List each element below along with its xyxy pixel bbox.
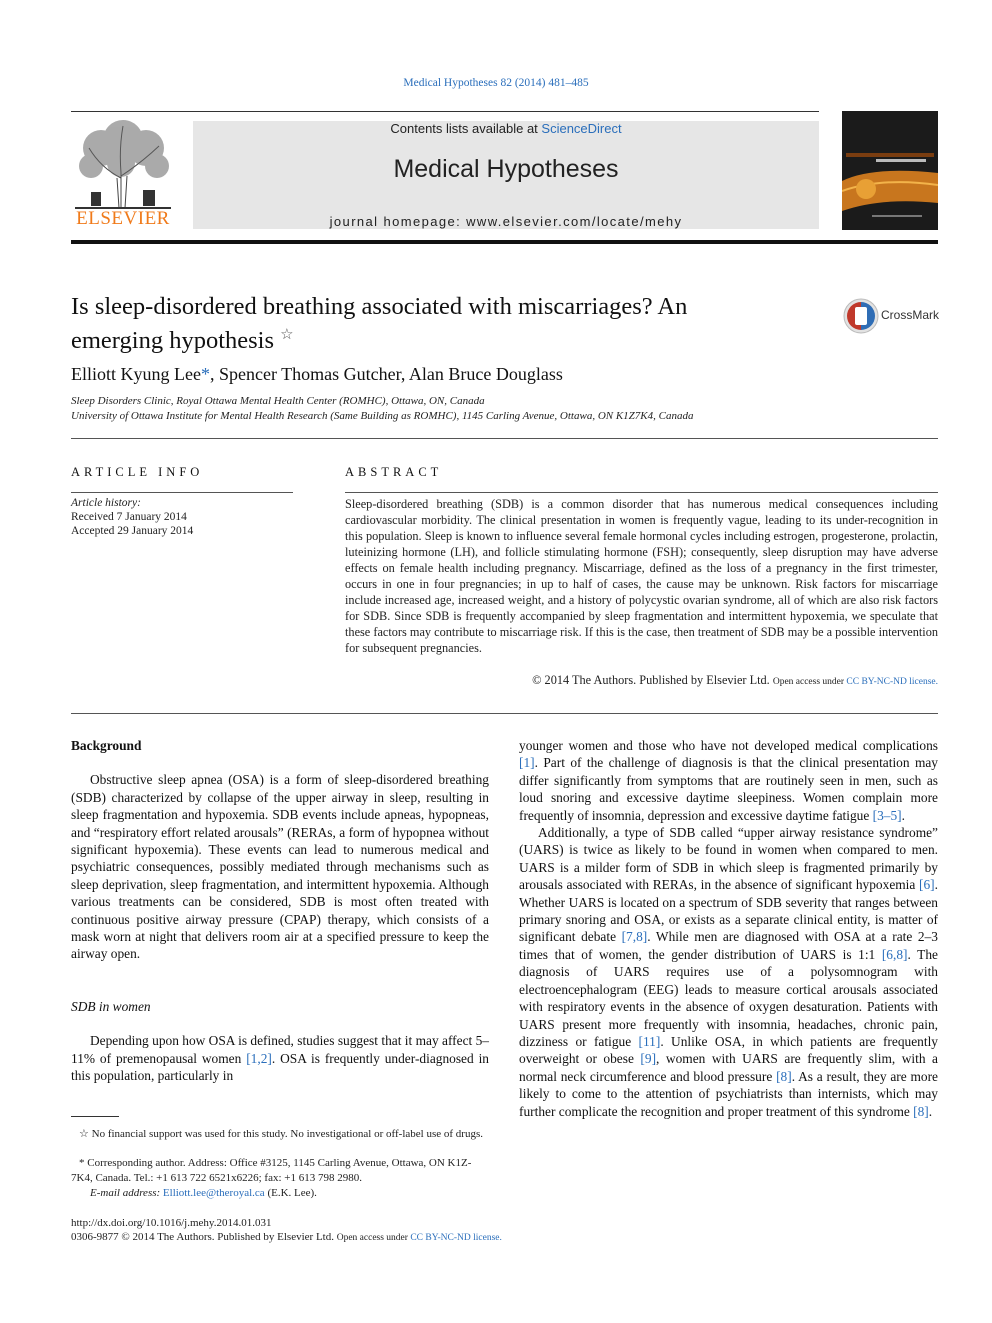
abstract-copyright-line <box>532 673 938 688</box>
right-p2-text-c: . While men are diagnosed with OSA at a rate 2–3 times that of women, the gender distribution of UARS is 1:1 <box>519 929 938 962</box>
article-title-line-1: Is sleep-disordered breathing associated with miscarriages? An <box>71 293 688 320</box>
ref-link-8b[interactable]: [8] <box>913 1103 929 1119</box>
abstract-open-access: Open access under <box>772 677 847 687</box>
doi-link[interactable]: http://dx.doi.org/10.1016/j.mehy.2014.01.031 <box>71 1217 272 1229</box>
header-divider <box>71 111 819 112</box>
article-info-heading: ARTICLE INFO <box>71 465 204 479</box>
footnote-correspondence-mark: * <box>79 1157 85 1169</box>
other-authors: , Spencer Thomas Gutcher, Alan Bruce Douglass <box>209 364 563 384</box>
background-heading: Background <box>71 738 142 753</box>
ref-link-6[interactable]: [6] <box>919 877 935 893</box>
sciencedirect-link[interactable]: ScienceDirect <box>541 121 622 136</box>
right-p2-text-h: . <box>928 1103 933 1119</box>
abstract-bottom-divider <box>71 713 938 714</box>
affiliation-1: Sleep Disorders Clinic, Royal Ottawa Mental Health Center (ROMHC), Ottawa, ON, Canada <box>71 395 485 407</box>
author-lee: Elliott Kyung Lee <box>71 364 201 384</box>
footnote-correspondence <box>71 1156 489 1185</box>
body-left-column <box>71 737 489 1085</box>
accepted-date: Accepted 29 January 2014 <box>71 525 194 537</box>
right-p1-text-b: . Part of the challenge of diagnosis is that the clinical presentation may differ significantly from symptoms that are routinely seen in men, such as loud snoring and excessive daytime sleepiness. Women complain more frequently of insomnia, depression and excessive daytime fatigue <box>519 755 938 823</box>
abstract-divider <box>345 492 938 493</box>
footnote-funding-mark: ☆ <box>79 1128 89 1140</box>
ref-link-7-8[interactable]: [7,8] <box>621 929 648 945</box>
right-paragraph-2 <box>519 824 938 1120</box>
email-label: E-mail address: <box>90 1187 163 1199</box>
footnote-funding-text: No financial support was used for this study. No investigational or off-label use of drugs. <box>91 1128 483 1140</box>
article-title-line-2: emerging hypothesis <box>71 327 275 355</box>
journal-citation[interactable]: Medical Hypotheses 82 (2014) 481–485 <box>403 77 589 89</box>
journal-homepage[interactable]: journal homepage: www.elsevier.com/locate/mehy <box>329 214 683 229</box>
crossmark-icon <box>843 298 879 334</box>
article-title <box>71 292 771 355</box>
header-thick-rule <box>71 240 938 244</box>
journal-cover-image <box>842 111 938 230</box>
footer-license-link[interactable]: CC BY-NC-ND license. <box>410 1233 502 1243</box>
right-p2-text-f: , women with UARS are frequently slim, with a normal neck circumference and blood pressure <box>519 1051 938 1084</box>
ref-link-8a[interactable]: [8] <box>776 1068 792 1084</box>
journal-header-box <box>193 121 819 229</box>
ref-link-11[interactable]: [11] <box>638 1033 661 1049</box>
email-suffix: (E.K. Lee). <box>264 1187 317 1199</box>
elsevier-tree-icon <box>71 118 175 210</box>
elsevier-logo <box>71 118 175 230</box>
crossmark-badge[interactable] <box>843 298 943 334</box>
right-p1-text-c: . <box>901 807 906 823</box>
article-history-label: Article history: <box>71 497 141 509</box>
ref-link-1[interactable]: [1] <box>519 755 535 771</box>
sdb-para-text-b: . OSA is frequently under-diagnosed in this population, particularly in <box>71 1050 489 1084</box>
right-p2-text-e: . Unlike OSA, in which patients are frequently overweight or obese <box>519 1033 938 1067</box>
ref-link-3-5[interactable]: [3–5] <box>872 807 902 823</box>
article-info-divider <box>71 492 293 493</box>
footnote-divider <box>71 1116 119 1117</box>
journal-title: Medical Hypotheses <box>393 155 619 183</box>
right-paragraph-1 <box>519 737 938 824</box>
sdb-para-text-a: Depending upon how OSA is defined, studies suggest that it may affect 5–11% of premenopausal women <box>71 1033 489 1066</box>
ref-link-1-2[interactable]: [1,2] <box>246 1050 272 1066</box>
abstract-heading: ABSTRACT <box>345 465 443 479</box>
contents-prefix: Contents lists available at <box>390 121 542 136</box>
ref-link-6-8[interactable]: [6,8] <box>881 946 908 962</box>
background-paragraph: Obstructive sleep apnea (OSA) is a form of sleep-disordered breathing (SDB) characterized by collapse of the upper airway in sleep, resulting in sleep fragmentation and hypoxemia. SDB events include apneas, hypopneas, and “respiratory effort related arousals” (RERAs, a form of hypopnea without significant hypoxemia). These events can lead to numerous medical and psychiatric consequences, possibly mediated through mechanisms such as sleep deprivation, sleep fragmentation, and intermittent hypoxemia. Although various treatments can be considered, SDB is most often treated with continuous positive airway pressure (CPAP) therapy, which consists of a mask worn at night that delivers room air at a specified pressure to keep the airway open. <box>71 772 489 962</box>
footnote-funding <box>71 1127 489 1142</box>
footer-issn: 0306-9877 © 2014 The Authors. Published by Elsevier Ltd. <box>71 1231 334 1243</box>
elsevier-wordmark: ELSEVIER <box>76 208 170 229</box>
crossmark-label: CrossMark <box>881 308 940 322</box>
footer-open-access: Open access under <box>336 1233 411 1243</box>
received-date: Received 7 January 2014 <box>71 511 187 523</box>
affiliation-divider <box>71 438 938 439</box>
footer-issn-line <box>71 1231 502 1243</box>
affiliation-2: University of Ottawa Institute for Mental Health Research (Same Building as ROMHC), 1145 Carling Avenue, Ottawa, ON K1Z7K4, Canada <box>71 410 694 422</box>
ref-link-9[interactable]: [9] <box>640 1051 657 1067</box>
right-p2-text-b: . Whether UARS is located on a spectrum of SDB severity that ranges between primary snoring and OSA, or exists as a separate clinical entity, is matter of significant debate <box>519 877 938 945</box>
corresponding-author-mark[interactable]: * <box>200 364 210 384</box>
title-footnote-mark[interactable]: ☆ <box>280 327 294 343</box>
footnote-correspondence-text: Corresponding author. Address: Office #3125, 1145 Carling Avenue, Ottawa, ON K1Z-7K4, Canada. Tel.: +1 613 722 6521x6226; fax: +1 613 798 2980. <box>71 1157 472 1184</box>
right-p2-text-a: Additionally, a type of SDB called “upper airway resistance syndrome” (UARS) is twice as likely to be found in women when compared to men. UARS is a milder form of SDB in which sleep is fragmented primarily by arousals associated with RERAs, in the absence of significant hypoxemia <box>519 825 938 893</box>
right-p2-text-g: . As a result, they are more likely to come to the attention of psychiatrists than internists, which may further complicate the recognition and proper treatment of this syndrome <box>519 1068 938 1119</box>
sdb-women-paragraph <box>71 1032 489 1084</box>
sdb-women-heading: SDB in women <box>71 998 151 1014</box>
body-right-column <box>519 737 938 1120</box>
abstract-license-link[interactable]: CC BY-NC-ND license. <box>846 677 938 687</box>
abstract-text: Sleep-disordered breathing (SDB) is a common disorder that has numerous medical consequences including cardiovascular morbidity. The clinical presentation in women is frequently vague, leading to its under-recognition in this population. Sleep is known to influence several female hormonal cycles including estrogen, progesterone, prolactin, luteinizing hormone (LH), and follicle stimulating hormone (FSH); consequently, sleep disruption may have adverse effects on female health including pregnancy. Miscarriage, defined as the loss of a pregnancy in the first trimester, occurs in one in four pregnancies; in up to half of cases, the cause may be unknown. Risk factors for miscarriage include increased age, increased weight, and a history of polycystic ovarian syndrome, all of which are also risk factors for SDB. Since SDB is frequently accompanied by sleep fragmentation and intermittent hypoxemia, we speculate that these factors may contribute to miscarriage risk. If this is the case, then treatment of SDB may be a possible intervention for subsequent pregnancies. <box>345 497 938 655</box>
right-p2-text-d: . The diagnosis of UARS requires use of a polysomnogram with electroencephalogram (EEG) leads to measure cortical arousals associated with respiratory events in the absence of oxygen desaturation. Patients with UARS present more frequently with insomnia, headaches, chronic pain, dizziness or fatigue <box>519 946 939 1049</box>
contents-availability <box>193 121 819 136</box>
email-link[interactable]: Elliott.lee@theroyal.ca <box>162 1187 265 1199</box>
footnote-email <box>71 1186 489 1201</box>
author-list <box>71 364 563 385</box>
abstract-copyright: © 2014 The Authors. Published by Elsevier Ltd. <box>532 673 770 687</box>
right-p1-text-a: younger women and those who have not developed medical complications <box>519 738 938 753</box>
